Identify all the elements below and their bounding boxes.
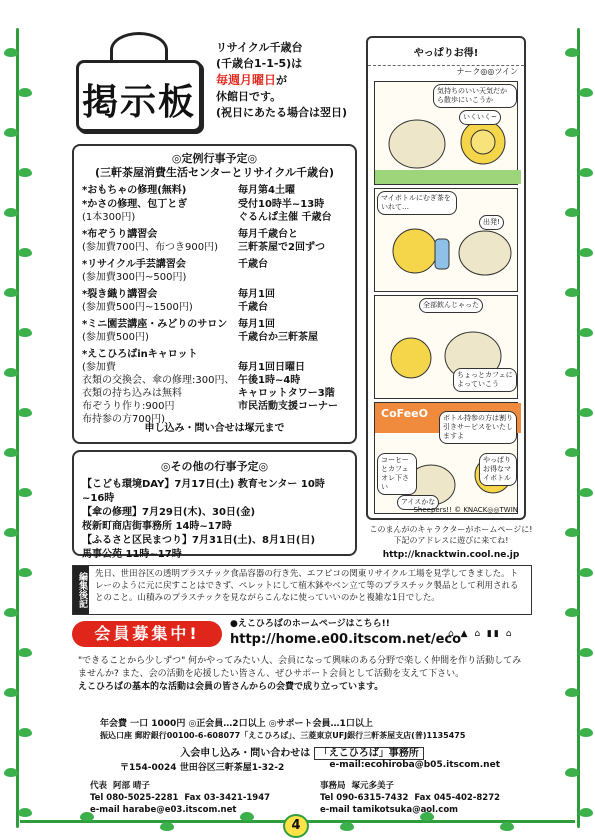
comic-note-line-2: 下記のアドレスに遊びに来てね! [393,536,509,545]
speech-bubble: いくいく~ [459,110,501,125]
event-right: ぐるんぱ主催 千歳台 [238,212,332,223]
event-left: (参加費500円) [82,332,149,343]
membership-fees: 年会費 一口 1000円 ◎正会員…2口以上 ◎サポート会員…1口以上 [100,719,373,729]
regular-events-footer: 申し込み・問い合せは塚元まで [144,423,285,434]
event-left: *おもちゃの修理(無料) [82,185,187,196]
event-right [238,271,347,284]
bulletin-board-sign [72,30,206,138]
editor-note-tag: 編集後記 [73,566,89,614]
other-event-row: 桜新町商店街事務所 14時~17時 [82,521,232,532]
event-left: (1本300円) [82,212,136,223]
event-left: (参加費 [82,362,116,373]
speech-bubble: コーヒーとカフェオレ下さい [377,453,417,495]
event-right: 毎月千歳台と [238,229,298,240]
right-vine-border [565,28,591,828]
event-left: (参加費700円、布つき900円) [82,242,218,253]
notice-line-3: 毎週月曜日が [216,73,288,87]
rep-email[interactable]: e-mail harabe@e03.itscom.net [90,805,237,815]
speech-bubble: アイスかな [397,495,439,510]
page-number: 4 [283,814,309,838]
regular-events-heading: ◎定例行事予定◎ [171,152,258,165]
office-fax: Fax 045-402-8272 [414,793,501,803]
event-right: 千歳台 [238,259,268,270]
event-left: *えこひろばinキャロット [82,349,198,360]
comic-panel-1 [374,81,518,185]
cafe-sign: CoFeeO [381,407,428,420]
rep-fax: Fax 03-3421-1947 [184,793,271,803]
notice-line-4: 休館日です。 [216,90,282,103]
comic-strip [366,36,526,520]
event-right: 毎月1回日曜日 [238,362,305,373]
office-address [120,760,500,773]
membership-funding: えこひろばの基本的な活動は会員の皆さんからの会費で成り立っています。 [78,682,384,692]
office-label: 事務局 [320,781,346,791]
event-right: 毎月第4土曜 [238,185,295,196]
notice-line-1: リサイクル千歳台 [216,41,303,54]
event-left: (参加費500円~1500円) [82,302,193,313]
event-left: *裂き織り講習会 [82,289,158,300]
office-email[interactable]: e-mail:ecohiroba@b05.itscom.net [329,760,500,770]
bank-accounts: 振込口座 郵貯銀行00100-6-608077「えこひろば」、三菱東京UFJ銀行三軒茶屋支店(普)1135475 [100,731,466,740]
office-tel: Tel 090-6315-7432 [320,793,409,803]
speech-bubble: ボトル持参の方は割り引きサービスをいたしますよ [439,411,517,444]
office-person: 塚元多美子 [351,781,394,791]
speech-bubble: マイボトルにむぎ茶をいれて… [377,191,457,215]
contacts [90,780,510,816]
page-title: 掲示板 [81,82,196,123]
event-left: 布ぞうり作り:900円 [82,401,175,412]
comic-note [366,524,536,560]
event-left: 衣類の持ち込みは無料 [82,388,182,399]
event-right: 千歳台 [238,302,268,313]
speech-bubble: 出発! [479,215,504,230]
event-left: (参加費300円~500円) [82,272,187,283]
event-right: 受付10時半~13時 [238,199,325,210]
homepage-link[interactable]: http://home.e00.itscom.net/eco [230,632,462,647]
comic-panel-2 [374,188,518,292]
homepage-label: ●えこひろばのホームページはこちら!! [230,619,390,629]
event-left: 布持参の方700円) [82,414,165,425]
speech-bubble: 気持ちのいい天気だから散歩にいこうか [433,84,517,108]
other-events-box [72,450,357,560]
event-right: キャロットタワー3階 [238,388,335,399]
rep-name: 阿部 晴子 [112,781,150,791]
editor-note [72,565,532,615]
homepage-block [230,618,461,646]
event-right: 毎月1回 [238,289,275,300]
notice-line-2: (千歳台1-1-5)は [216,57,303,70]
application-line [72,744,532,759]
comic-note-line-1: このまんがのキャラクターがホームページに! [369,525,533,534]
event-right [238,348,347,361]
other-events-heading: ◎その他の行事予定◎ [160,460,269,473]
event-right: 毎月1回 [238,319,275,330]
event-left: 衣類の交換会、傘の修理:300円、 [82,375,235,386]
event-left: *ミニ園芸講座・みどりのサロン [82,319,228,330]
event-right: 三軒茶屋で2回ずつ [238,242,325,253]
comic-title: やっぱりお得! [368,38,524,66]
comic-panel-3 [374,295,518,399]
comic-panel-4 [374,402,518,514]
office-name-box: 「えこひろば」事務所 [314,747,424,760]
event-left: *布ぞうり講習会 [82,229,158,240]
speech-bubble: ちょっとカフェによっていこう [453,368,517,392]
comic-homepage-link[interactable]: http://knacktwin.cool.ne.jp [382,550,520,560]
membership-text [78,655,530,694]
closing-notice [216,40,356,121]
editor-note-text: 先日、世田谷区の透明プラスチック食品容器の行き先、エフピコの関東リサイクル工場を見学してきました。トレーのように元に戻すことはできず、ペレットにして植木鉢やベン立て等のプラスチック製品として利用されるとのこと。山積みのプラスチックを見ながらこんなに使っていいのかと複雑な1日でした。 [95,569,519,603]
notice-line-5: (祝日にあたる場合は翌日) [216,106,348,119]
comic-credit-top: ナーク◎◎ツイン [456,67,518,76]
representative-contact [90,780,280,816]
membership-banner: 会員募集中! [72,621,222,647]
town-icon: ⌂ ▲ ⌂ ▮▮ ⌂ [448,629,514,639]
postal-address: 〒154-0024 世田谷区三軒茶屋1-32-2 [120,763,285,773]
left-vine-border [4,28,30,828]
closing-day: 毎週月曜日 [216,73,277,87]
comic-credit-bottom: Sheepers!! © KNACK◎◎TWIN [413,506,518,514]
regular-events-box [72,144,357,444]
event-left: *かさの修理、包丁とぎ [82,199,188,210]
event-left: *リサイクル手芸講習会 [82,259,186,270]
membership-invite: "できることから少しずつ" 何かやってみたい人、会員になって興味のある分野で楽しく仲間を作り活動してみませんか? また、会の活動を応援したい皆さん、ぜひサポート会員として活動を支えて下さい。 [78,656,522,679]
other-event-row: 【傘の修理】7月29日(木)、30日(金) [82,507,256,518]
speech-bubble: 全部飲んじゃった [419,298,483,313]
regular-events-subheading: (三軒茶屋消費生活センターとリサイクル千歳台) [94,166,335,179]
event-right: 市民活動支援コーナー [238,401,338,412]
other-event-row: 【ふるさと区民まつり】7月31日(土)、8月1日(日) [82,535,316,546]
other-event-row: 馬事公苑 11時~17時 [82,549,182,560]
rep-label: 代表 [90,781,108,791]
apply-label: 入会申し込み・問い合わせは [180,748,311,759]
rep-tel: Tel 080-5025-2281 [90,793,179,803]
event-right: 午後1時~4時 [238,375,301,386]
speech-bubble: やっぱりお得なマイボトル [479,453,517,486]
event-right: 千歳台か三軒茶屋 [238,332,318,343]
other-event-row: 【こども環境DAY】7月17日(土) 教育センター 10時~16時 [82,479,325,504]
office-person-email[interactable]: e-mail tamikotsuka@aol.com [320,805,459,815]
secretariat-contact [320,780,510,816]
